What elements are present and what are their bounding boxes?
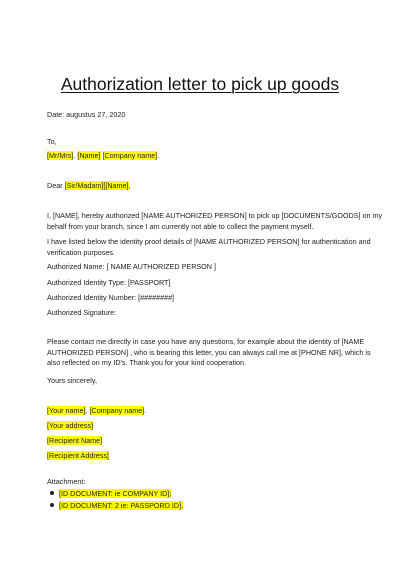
paragraph-1-line-1: I, [NAME], hereby authorized [NAME AUTHORIZED PERSON] to pick up [DOCUMENTS/GOODS] on my — [47, 211, 383, 220]
separator: , — [85, 406, 90, 415]
paragraph-1-line-2: behalf from your branch, since I am currently not able to collect the payment myself. — [47, 222, 314, 231]
company-field: [Company name] — [102, 151, 158, 160]
punctuation: , — [128, 181, 131, 190]
bullet-icon — [50, 491, 54, 495]
paragraph-2-line-2: verification purposes. — [47, 248, 115, 257]
authorized-name: Authorized Name: [ NAME AUTHORIZED PERSON ] — [47, 262, 216, 271]
name-field: [Name] — [77, 151, 101, 160]
bullet-icon — [50, 503, 54, 507]
authorized-signature: Authorized Signature: — [47, 308, 117, 317]
sender-line — [47, 406, 146, 415]
paragraph-3-line-1: Please contact me directly in case you have any questions, for example about the identity of [NAME — [47, 337, 365, 346]
attachment-item: [ID DOCUMENT: ie COMPANY ID]; — [59, 489, 172, 498]
punctuation: . — [144, 406, 147, 415]
dear-line — [47, 181, 131, 190]
recipient-name-line — [47, 436, 102, 445]
attachment-label: Attachment: — [47, 477, 86, 486]
date-line: Date: augustus 27, 2020 — [47, 110, 126, 119]
sender-company-field: [Company name] — [89, 406, 145, 415]
your-address-field: [Your address] — [47, 421, 94, 430]
recipient-address-line — [47, 451, 109, 460]
document-title: Authorization letter to pick up goods — [60, 74, 340, 94]
salutation-field: [Mr/Mrs] — [47, 151, 74, 160]
dear-name-field: [[Name] — [103, 181, 129, 190]
to-line: To, — [47, 137, 57, 146]
paragraph-3-line-2: AUTHORIZED PERSON] , who is bearing this letter, you can always call me at [PHONE NR], which is — [47, 348, 371, 357]
your-name-field: [Your name] — [47, 406, 86, 415]
sir-madam-field: [Sir/Madam] — [64, 181, 104, 190]
authorized-id-type: Authorized Identity Type: [PASSPORT] — [47, 278, 171, 287]
paragraph-2-line-1: I have listed below the identity proof details of [NAME AUTHORIZED PERSON] for authentication and — [47, 237, 371, 246]
separator: . — [73, 151, 78, 160]
attachment-item: [ID DOCUMENT: 2 ie: PASSPORD ID]. — [59, 501, 184, 510]
recipient-name-field: [Recipient Name] — [47, 436, 103, 445]
recipient-line — [47, 151, 159, 160]
paragraph-3-line-3: also reflected on my ID's. Thank you for your kind cooperation. — [47, 358, 246, 367]
authorized-id-number: Authorized Identity Number: [########] — [47, 293, 175, 302]
closing: Yours sincerely, — [47, 376, 97, 385]
punctuation: . — [157, 151, 160, 160]
dear-prefix: Dear — [47, 181, 65, 190]
recipient-address-field: [Recipient Address] — [47, 451, 109, 460]
your-address-line — [47, 421, 93, 430]
